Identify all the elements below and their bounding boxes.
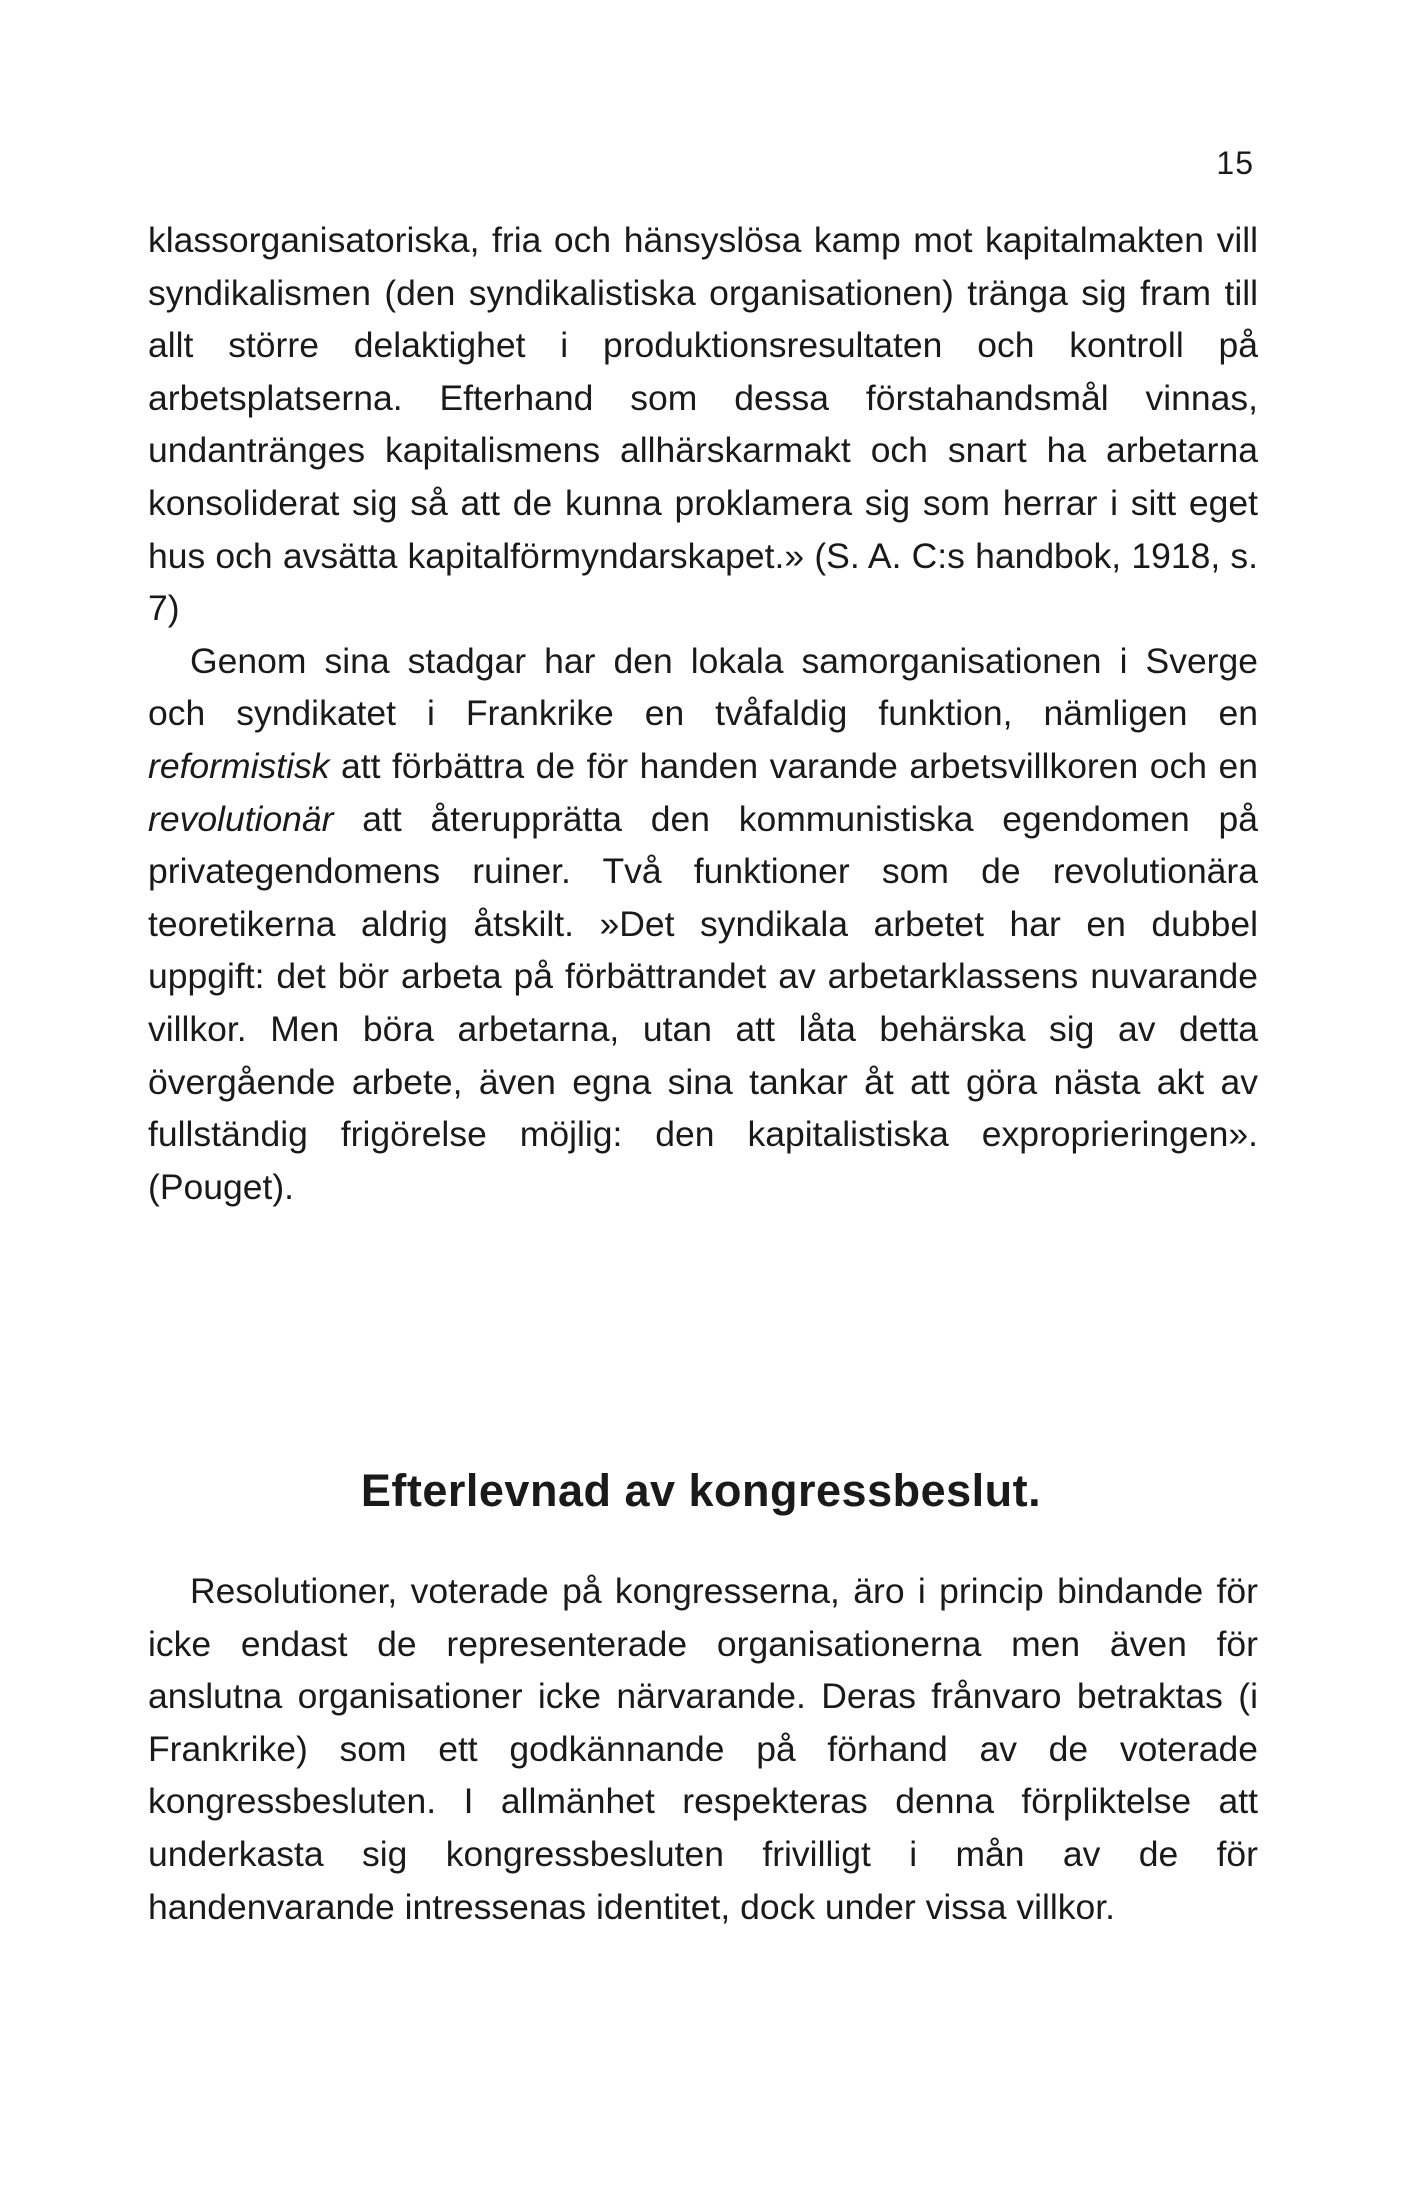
paragraph-text: att återupprätta den kommunistiska egendomen på privategendomens ruiner. Två funktioner som de revolutionära teoretikerna aldrig åtskilt. »Det syndikala arbetet har en dubbel uppgift: det bör arbeta på förbättrandet av arbetarklassens nuvarande villkor. Men böra arbetarna, utan att låta behärska sig av detta övergående arbete, även egna sina tankar åt att göra nästa akt av fullständig frigörelse möjlig: den kapitalistiska exproprieringen». (Pouget).: [148, 798, 1258, 1207]
section-text: [148, 1565, 1258, 1933]
page-number: 15: [1216, 145, 1254, 181]
main-text: [148, 214, 1258, 1213]
paragraph-genom: [148, 635, 1258, 1214]
emphasis-reformistisk: reformistisk: [148, 745, 330, 786]
paragraph-text: att förbättra de för handen varande arbetsvillkoren och en: [329, 745, 1258, 786]
section-heading: Efterlevnad av kongressbeslut.: [360, 1465, 1042, 1516]
paragraph-resolutioner: Resolutioner, voterade på kongresserna, äro i princip bindande för icke endast de representerade organisationerna men även för anslutna organisationer icke närvarande. Deras frånvaro betraktas (i Frankrike) som ett godkännande på förhand av de voterade kongressbesluten. I allmänhet respekteras denna förpliktelse att underkasta sig kongressbesluten frivilligt i mån av de för handenvarande intressenas identitet, dock under vissa villkor.: [148, 1571, 1258, 1927]
paragraph-continued: klassorganisatoriska, fria och hänsyslösa kamp mot kapitalmakten vill syndikalismen (den syndikalistiska organisationen) tränga sig fram till allt större delaktighet i produktionsresultaten och kontroll på arbetsplatserna. Efterhand som dessa förstahandsmål vinnas, undantränges kapitalismens allhärskarmakt och snart ha arbetarna konsoliderat sig så att de kunna proklamera sig som herrar i sitt eget hus och avsätta kapitalförmyndarskapet.» (S. A. C:s handbok, 1918, s. 7): [148, 220, 1258, 629]
emphasis-revolutionar: revolutionär: [148, 798, 334, 839]
paragraph-text: Genom sina stadgar har den lokala samorganisationen i Sverge och syndikatet i Frankrike en tvåfaldig funktion, nämligen en: [148, 640, 1258, 734]
